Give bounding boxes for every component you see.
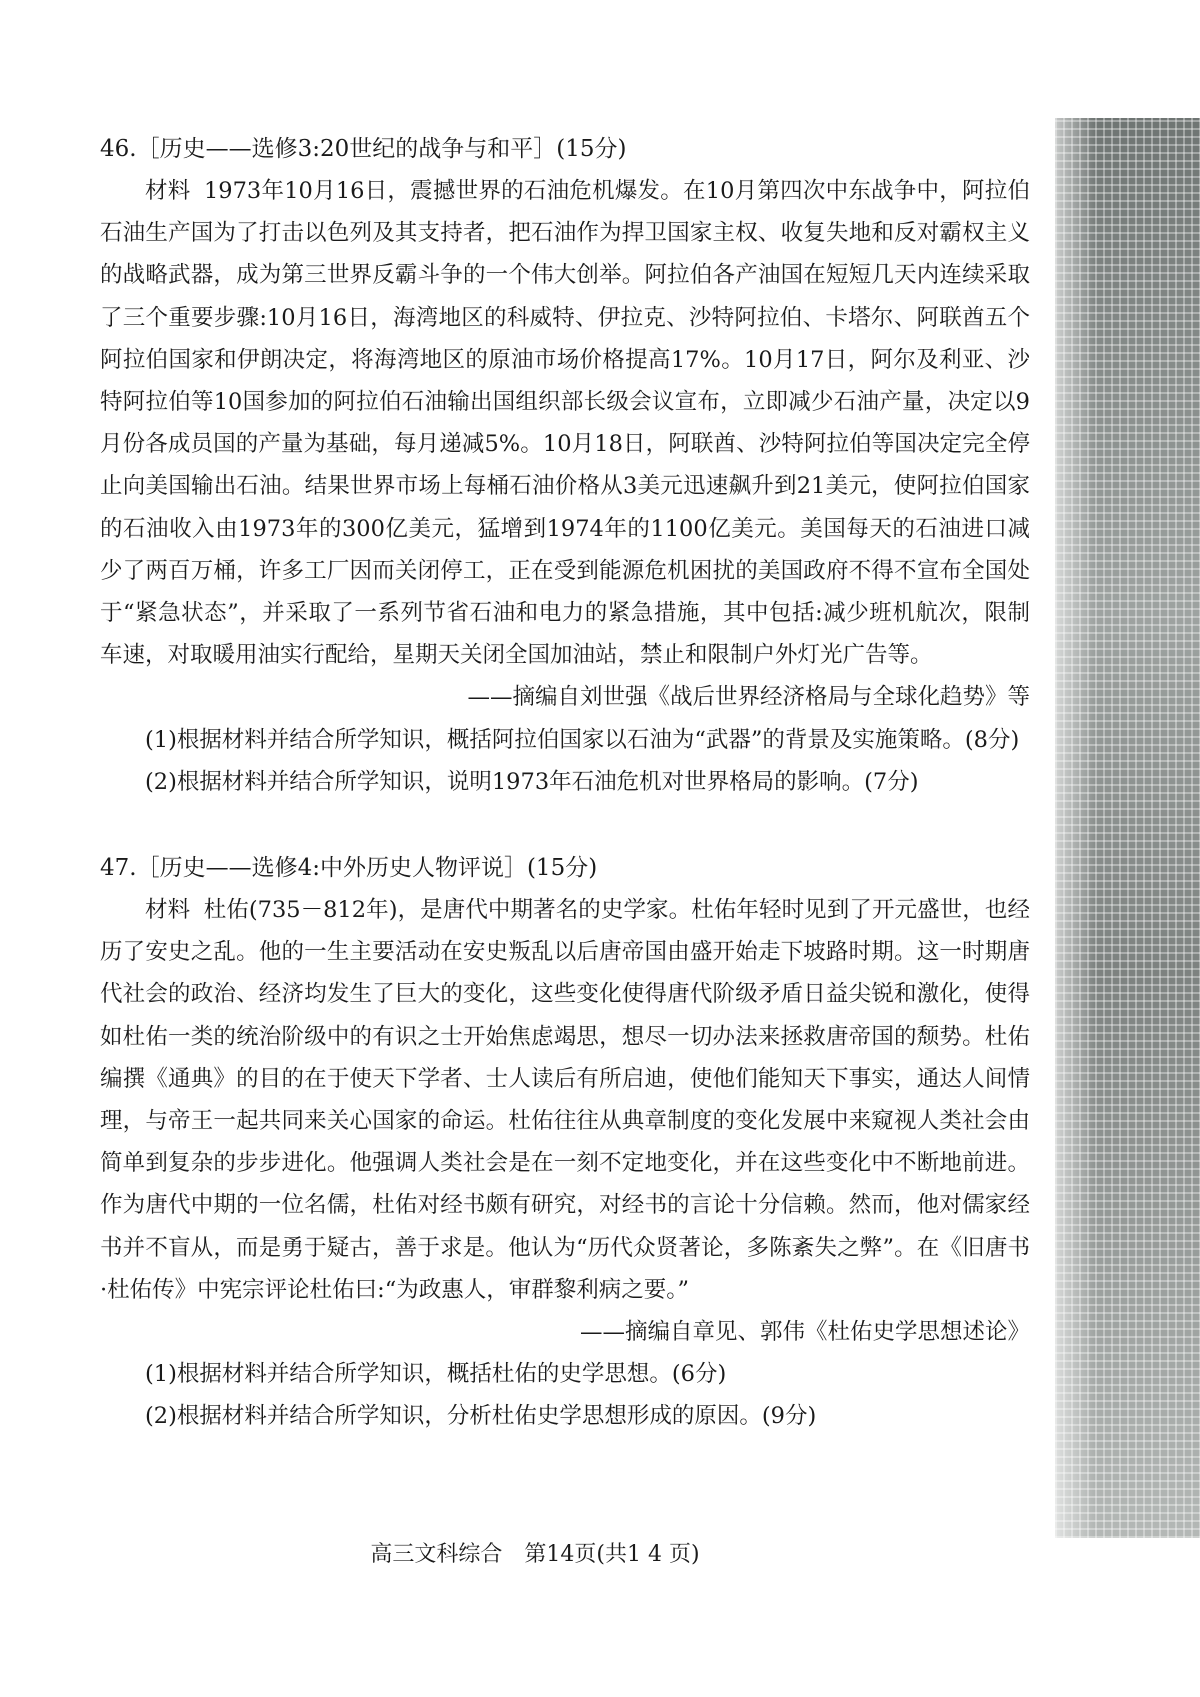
page-footer: 高三文科综合 第14页(共1 4 页) <box>370 1542 700 1567</box>
material-text: 杜佑(735－812年)，是唐代中期著名的史学家。杜佑年轻时见到了开元盛世，也经历了安史之乱。他的一生主要活动在安史叛乱以后唐帝国由盛开始走下坡路时期。这一时期唐代社会的政治、经济均发生了巨大的变化，这些变化使得唐代阶级矛盾日益尖锐和激化，使得如杜佑一类的统治阶级中的有识之士开始焦虑竭思，想尽一切办法来拯救唐帝国的颓势。杜佑编撰《通典》的目的在于使天下学者、士人读后有所启迪，使他们能知天下事实，通达人间情理，与帝王一起共同来关心国家的命运。杜佑往往从典章制度的变化发展中来窥视人类社会由简单到复杂的步步进化。他强调人类社会是在一刻不定地变化，并在这些变化中不断地前进。作为唐代中期的一位名儒，杜佑对经书颇有研究，对经书的言论十分信赖。然而，他对儒家经书并不盲从，而是勇于疑古，善于求是。他认为“历代众贤著论，多陈紊失之弊”。在《旧唐书·杜佑传》中宪宗评论杜佑曰:“为政惠人，审群黎利病之要。” <box>100 897 1030 1303</box>
section-gap <box>100 803 1030 847</box>
material-text: 1973年10月16日，震撼世界的石油危机爆发。在10月第四次中东战争中，阿拉伯石油生产国为了打击以色列及其支持者，把石油作为捍卫国家主权、收复失地和反对霸权主义的战略武器，成为第三世界反霸斗争的一个伟大创举。阿拉伯各产油国在短短几天内连续采取了三个重要步骤:10月16日，海湾地区的科威特、伊拉克、沙特阿拉伯、卡塔尔、阿联酋五个阿拉伯国家和伊朗决定，将海湾地区的原油市场价格提高17%。10月17日，阿尔及利亚、沙特阿拉伯等10国参加的阿拉伯石油输出国组织部长级会议宣布，立即减少石油产量，决定以9月份各成员国的产量为基础，每月递减5%。10月18日，阿联酋、沙特阿拉伯等国决定完全停止向美国输出石油。结果世界市场上每桶石油价格从3美元迅速飙升到21美元，使阿拉伯国家的石油收入由1973年的300亿美元，猛增到1974年的1100亿美元。美国每天的石油进口减少了两百万桶，许多工厂因而关闭停工，正在受到能源危机困扰的美国政府不得不宣布全国处于“紧急状态”，并采取了一系列节省石油和电力的紧急措施，其中包括:减少班机航次，限制车速，对取暖用油实行配给，星期天关闭全国加油站，禁止和限制户外灯光广告等。 <box>100 178 1030 669</box>
material-label: 材料 <box>145 897 191 924</box>
question-47 <box>100 847 1030 1438</box>
binding-margin-fade <box>1055 118 1095 1538</box>
question-46 <box>100 128 1030 803</box>
question-46-material <box>100 170 1030 676</box>
question-46-source: ——摘编自刘世强《战后世界经济格局与全球化趋势》等 <box>467 684 1030 711</box>
page-content <box>100 128 1030 1438</box>
question-47-sub2: (2)根据材料并结合所学知识，分析杜佑史学思想形成的原因。(9分) <box>145 1403 817 1430</box>
question-47-source: ——摘编自章见、郭伟《杜佑史学思想述论》 <box>579 1319 1030 1346</box>
material-label: 材料 <box>145 178 191 204</box>
question-47-title: 47.［历史——选修4:中外历史人物评说］(15分) <box>100 855 598 882</box>
question-47-material <box>100 889 1030 1311</box>
question-47-sub1: (1)根据材料并结合所学知识，概括杜佑的史学思想。(6分) <box>145 1361 727 1388</box>
question-46-sub2: (2)根据材料并结合所学知识，说明1973年石油危机对世界格局的影响。(7分) <box>145 768 919 795</box>
question-46-sub1: (1)根据材料并结合所学知识，概括阿拉伯国家以石油为“武器”的背景及实施策略。(8分) <box>145 726 1020 753</box>
question-46-title: 46.［历史——选修3:20世纪的战争与和平］(15分) <box>100 136 627 162</box>
